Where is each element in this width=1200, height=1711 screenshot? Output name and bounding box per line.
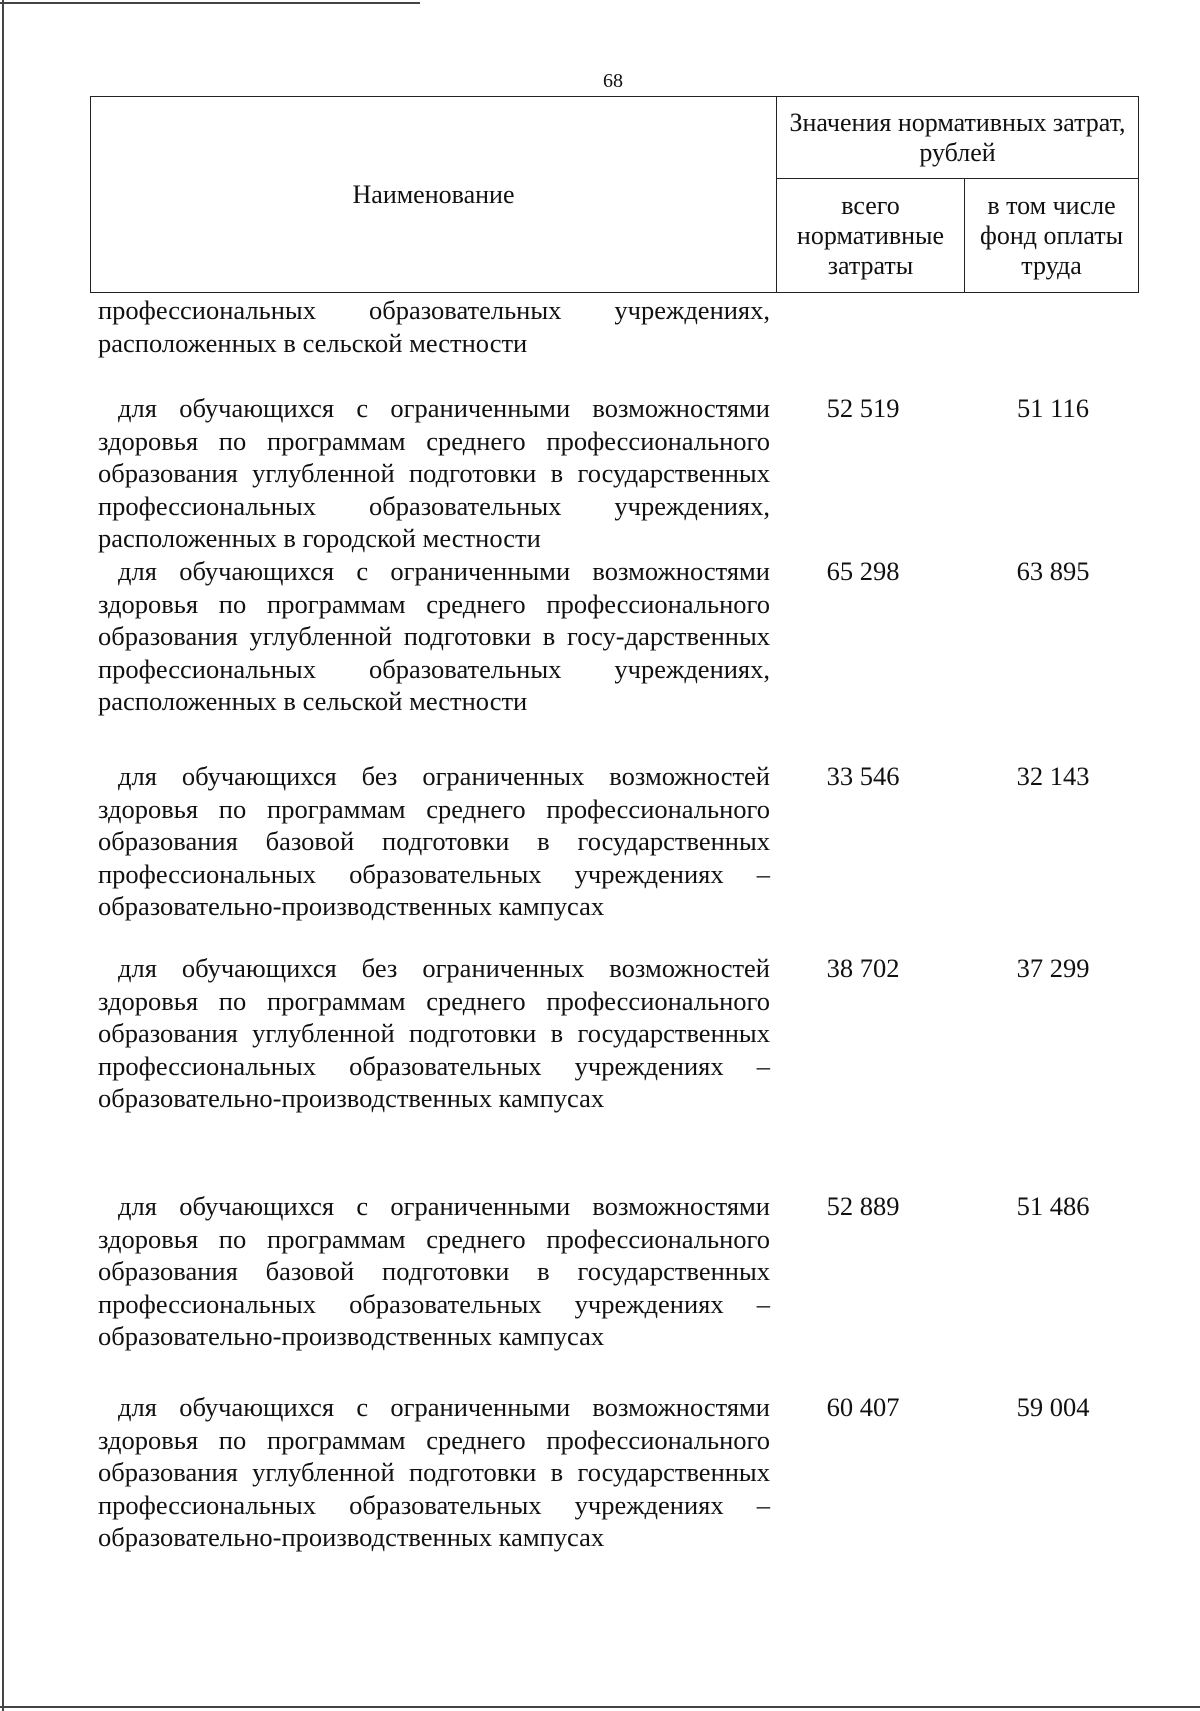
row-total: 33 546 bbox=[826, 761, 900, 791]
row-description: для обучающихся с ограниченными возможностями здоровья по программам среднего профессионального образования углубленной подготовки в государственных профессиональных образовательных учреждениях – образовательно-производственных кампусах bbox=[98, 1392, 770, 1552]
row-total: 52 519 bbox=[826, 393, 900, 423]
row-payroll: 37 299 bbox=[1016, 953, 1090, 983]
column-header-payroll: в том числе фонд оплаты труда bbox=[965, 179, 1139, 293]
row-description: для обучающихся с ограниченными возможностями здоровья по программам среднего профессионального образования углубленной подготовки в государственных профессиональных образовательных учреждениях, расположенных в городской местности bbox=[98, 393, 770, 553]
row-total: 65 298 bbox=[826, 556, 900, 586]
row-total: 60 407 bbox=[826, 1392, 900, 1422]
row-total: 52 889 bbox=[826, 1191, 900, 1221]
table-header bbox=[90, 96, 1139, 293]
row-payroll: 59 004 bbox=[1016, 1392, 1090, 1422]
page-frame-bottom bbox=[0, 1706, 1200, 1708]
row-description: для обучающихся с ограниченными возможностями здоровья по программам среднего профессионального образования углубленной подготовки в госу-дарственных профессиональных образовательных учреждениях, расположенных в сельской местности bbox=[98, 556, 770, 716]
row-payroll: 63 895 bbox=[1016, 556, 1090, 586]
row-payroll: 51 116 bbox=[1017, 393, 1089, 423]
row-description: для обучающихся с ограниченными возможностями здоровья по программам среднего профессионального образования базовой подготовки в государственных профессиональных образовательных учреждениях – образовательно-производственных кампусах bbox=[98, 1191, 770, 1351]
page-frame-top bbox=[0, 2, 420, 4]
row-payroll: 51 486 bbox=[1016, 1191, 1090, 1221]
column-group-values: Значения нормативных затрат, рублей bbox=[777, 97, 1139, 179]
row-description: для обучающихся без ограниченных возможностей здоровья по программам среднего профессионального образования углубленной подготовки в государственных профессиональных образовательных учреждениях – образовательно-производственных кампусах bbox=[98, 953, 770, 1113]
row-payroll: 32 143 bbox=[1016, 761, 1090, 791]
column-header-total: всего нормативные затраты bbox=[777, 179, 965, 293]
page-number: 68 bbox=[603, 70, 623, 92]
row-total: 38 702 bbox=[826, 953, 900, 983]
row-description: для обучающихся без ограниченных возможностей здоровья по программам среднего профессионального образования базовой подготовки в государственных профессиональных образовательных учреждениях – образовательно-производственных кампусах bbox=[98, 761, 770, 921]
row-description: профессиональных образовательных учреждениях, расположенных в сельской местности bbox=[98, 295, 770, 358]
page-frame-left bbox=[2, 0, 4, 1711]
column-header-name: Наименование bbox=[91, 97, 777, 293]
